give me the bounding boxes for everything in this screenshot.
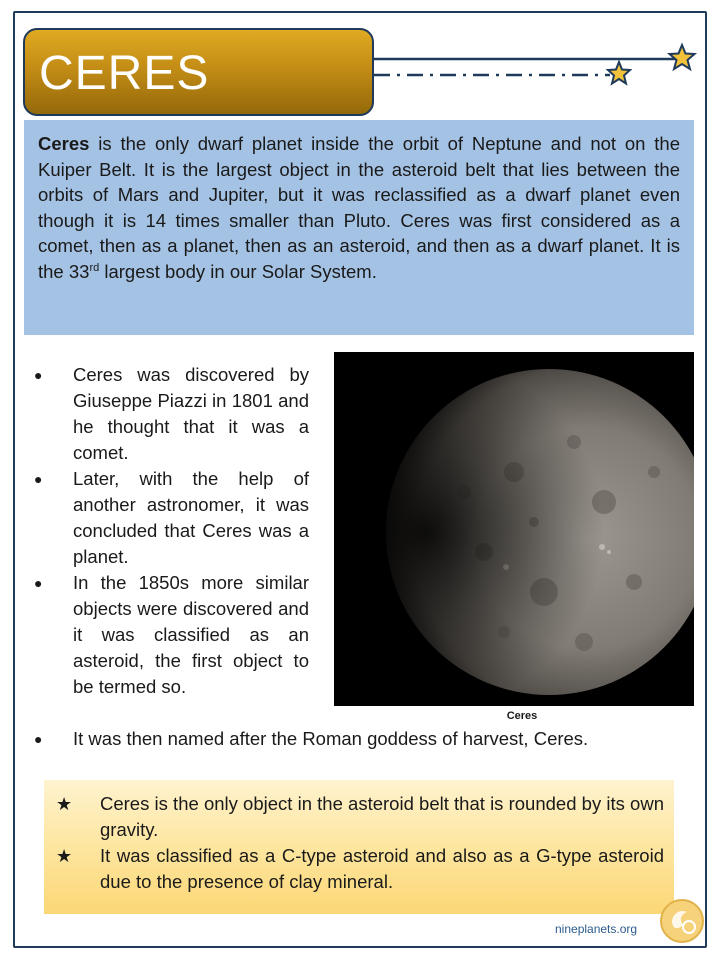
intro-superscript: rd bbox=[89, 261, 100, 274]
star-bullet-icon: ★ bbox=[56, 794, 73, 814]
list-item bbox=[56, 843, 664, 895]
bullet-dot: ● bbox=[34, 731, 43, 747]
list-item bbox=[34, 362, 309, 466]
ceres-photo bbox=[334, 352, 694, 706]
fact-text: It was classified as a C-type asteroid and also as a G-type asteroid due to the presence of clay mineral. bbox=[100, 845, 664, 892]
list-item-text: Later, with the help of another astronomer, it was concluded that Ceres was a planet. bbox=[73, 468, 309, 567]
list-item bbox=[56, 791, 664, 843]
list-item-text: Ceres was discovered by Giuseppe Piazzi in 1801 and he thought that it was a comet. bbox=[73, 364, 309, 463]
bullet-dot: ● bbox=[34, 367, 43, 383]
intro-bold-lead: Ceres bbox=[38, 133, 90, 154]
bullet-list bbox=[34, 362, 309, 700]
ceres-image bbox=[334, 352, 694, 706]
title-banner bbox=[23, 28, 374, 116]
bullet-dot: ● bbox=[34, 471, 43, 487]
fact-text: Ceres is the only object in the asteroid belt that is rounded by its own gravity. bbox=[100, 793, 664, 840]
nineplanets-logo-icon bbox=[659, 898, 705, 944]
bullet-dot: ● bbox=[34, 575, 43, 591]
list-item-text: In the 1850s more similar objects were discovered and it was classified as an asteroid, the first object to be termed so. bbox=[73, 572, 309, 697]
star-bullet-icon: ★ bbox=[56, 846, 73, 866]
facts-box bbox=[44, 780, 674, 914]
list-item bbox=[34, 466, 309, 570]
page-title: CERES bbox=[39, 47, 210, 100]
list-item-text: It was then named after the Roman goddess of harvest, Ceres. bbox=[73, 728, 589, 749]
image-caption: Ceres bbox=[506, 710, 538, 722]
footer-site-name: nineplanets.org bbox=[555, 922, 638, 936]
intro-paragraph bbox=[24, 120, 694, 335]
intro-text: is the only dwarf planet inside the orbit of Neptune and not on the Kuiper Belt. It is the largest object in the asteroid belt that lies between the orbits of Mars and Jupiter, but it was reclassified as a dwarf planet even though it is 14 times smaller than Pluto. Ceres was first considered as a comet, then as a planet, then as an asteroid, and then as a dwarf planet. It is the 33 bbox=[38, 133, 680, 282]
intro-text-end: largest body in our Solar System. bbox=[99, 260, 377, 282]
list-item bbox=[34, 726, 704, 752]
list-item bbox=[34, 570, 309, 700]
